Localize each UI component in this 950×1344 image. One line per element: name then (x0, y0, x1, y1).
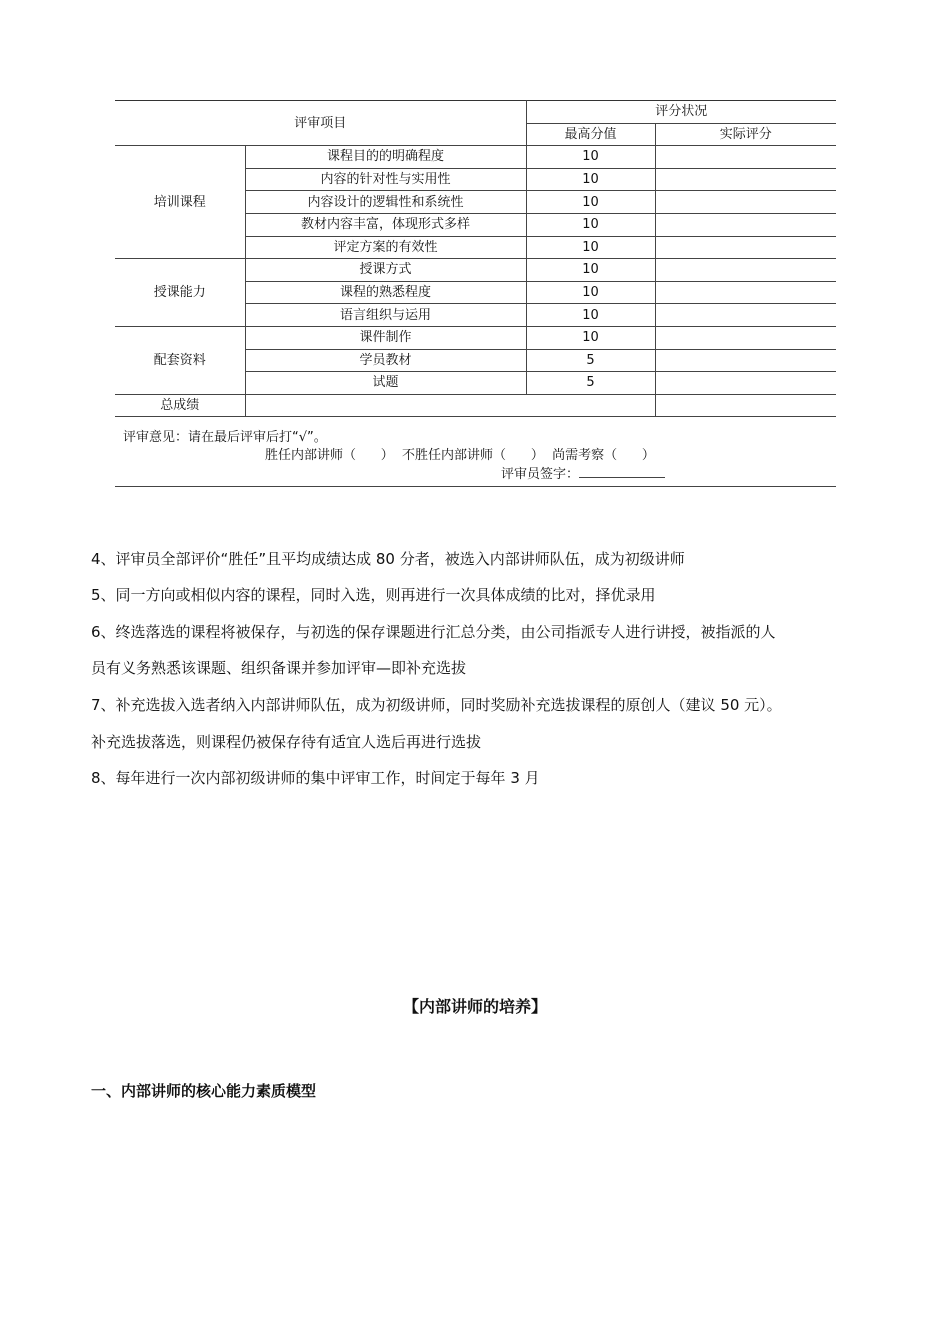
item-max-score: 10 (526, 146, 655, 169)
item-max-score: 10 (526, 168, 655, 191)
paragraph: 5、同一方向或相似内容的课程，同时入选，则再进行一次具体成绩的比对，择优录用 (91, 586, 656, 604)
category-cell: 配套资料 (115, 326, 245, 394)
item-max-score: 10 (526, 326, 655, 349)
item-name: 课件制作 (245, 326, 526, 349)
item-max-score: 5 (526, 349, 655, 372)
subsection-title: 一、内部讲师的核心能力素质模型 (91, 1082, 317, 1100)
item-max-score: 10 (526, 236, 655, 259)
item-name: 语言组织与运用 (245, 304, 526, 327)
item-name: 学员教材 (245, 349, 526, 372)
item-actual-score (655, 349, 836, 372)
paragraph: 8、每年进行一次内部初级讲师的集中评审工作，时间定于每年 3 月 (91, 769, 540, 787)
item-actual-score (655, 213, 836, 236)
header-item: 评审项目 (115, 101, 526, 146)
item-name: 课程的熟悉程度 (245, 281, 526, 304)
paragraph: 6、终选落选的课程将被保存，与初选的保存课题进行汇总分类，由公司指派专人进行讲授，被指派的人 (91, 623, 776, 641)
paragraph: 4、评审员全部评价“胜任”且平均成绩达成 80 分者，被选入内部讲师队伍，成为初级讲师 (91, 550, 685, 568)
category-cell: 授课能力 (115, 259, 245, 327)
header-status: 评分状况 (526, 101, 836, 124)
evaluation-table (115, 100, 836, 417)
item-max-score: 10 (526, 213, 655, 236)
total-label: 总成绩 (115, 394, 245, 417)
item-name: 授课方式 (245, 259, 526, 282)
paragraph: 员有义务熟悉该课题、组织备课并参加评审—即补充选拔 (91, 659, 467, 677)
item-actual-score (655, 304, 836, 327)
item-actual-score (655, 146, 836, 169)
item-name: 评定方案的有效性 (245, 236, 526, 259)
item-max-score: 10 (526, 259, 655, 282)
paragraph: 7、补充选拔入选者纳入内部讲师队伍，成为初级讲师，同时奖励补充选拔课程的原创人（建议 50 元）。 (91, 696, 782, 714)
item-actual-score (655, 259, 836, 282)
item-max-score: 10 (526, 304, 655, 327)
header-max-score: 最高分值 (526, 123, 655, 146)
review-opinion: 评审意见：请在最后评审后打“√”。 (123, 430, 327, 445)
review-signature (501, 463, 665, 482)
signature-line (579, 465, 665, 478)
item-actual-score (655, 326, 836, 349)
item-name: 内容的针对性与实用性 (245, 168, 526, 191)
item-actual-score (655, 372, 836, 395)
item-name: 内容设计的逻辑性和系统性 (245, 191, 526, 214)
item-actual-score (655, 191, 836, 214)
total-actual (655, 394, 836, 417)
signature-label: 评审员签字： (501, 467, 580, 482)
review-options: 胜任内部讲师（ ） 不胜任内部讲师（ ） 尚需考察（ ） (265, 448, 655, 463)
paragraph: 补充选拔落选，则课程仍被保存待有适宜人选后再进行选拔 (91, 733, 482, 751)
total-value (245, 394, 655, 417)
item-name: 试题 (245, 372, 526, 395)
item-actual-score (655, 236, 836, 259)
item-name: 教材内容丰富，体现形式多样 (245, 213, 526, 236)
item-max-score: 10 (526, 281, 655, 304)
category-cell: 培训课程 (115, 146, 245, 259)
item-actual-score (655, 168, 836, 191)
header-actual-score: 实际评分 (655, 123, 836, 146)
review-section (115, 418, 836, 487)
section-title: 【内部讲师的培养】 (402, 997, 547, 1016)
item-max-score: 5 (526, 372, 655, 395)
item-max-score: 10 (526, 191, 655, 214)
item-name: 课程目的的明确程度 (245, 146, 526, 169)
item-actual-score (655, 281, 836, 304)
